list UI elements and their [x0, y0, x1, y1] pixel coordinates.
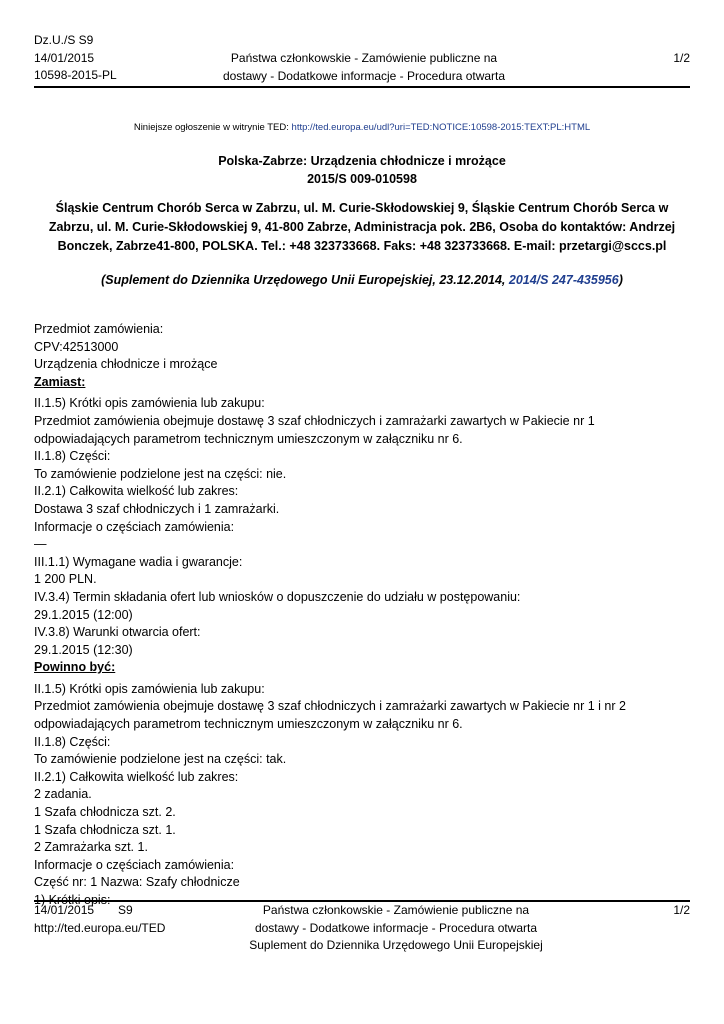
section-instead [34, 395, 690, 659]
text-line: To zamówienie podzielone jest na części: tak. [34, 752, 287, 767]
footer-page-number: 1/2 [673, 903, 690, 917]
text-line: Przedmiot zamówienia obejmuje dostawę 3 szaf chłodniczych i zamrażarki zawartych w Pakiecie nr 1 i nr 2 odpowiadających parametrom technicznym umieszczonym w załączniku nr 6. [34, 699, 626, 732]
text-line: II.2.1) Całkowita wielkość lub zakres: [34, 484, 239, 499]
document-body [34, 321, 690, 910]
supplement-close: ) [618, 273, 623, 287]
footer-title [204, 902, 588, 955]
header-date: 14/01/2015 [34, 50, 95, 65]
text-line: 1 Szafa chłodnicza szt. 2. [34, 805, 176, 820]
text-line: II.1.5) Krótki opis zamówienia lub zakupu: [34, 681, 265, 696]
text-line: — [34, 537, 47, 552]
text-line: 29.1.2015 (12:00) [34, 607, 133, 622]
header-title [204, 50, 524, 85]
contracting-authority: Śląskie Centrum Chorób Serca w Zabrzu, ul. M. Curie-Skłodowskiej 9, Śląskie Centrum Chorób Serca w Zabrzu, ul. M. Curie-Skłodowskiej 9, 41-800 Zabrze, Administracja pok. 2B6, Osoba do kontaktów: Andrzej Bonczek, Zabrze41-800, POLSKA. Tel.: +48 323733668. Faks: +48 323733668. E-mail: przetargi@sccs.pl [48, 201, 676, 253]
header-notice-id: 10598-2015-PL [34, 68, 117, 82]
text-line: 29.1.2015 (12:30) [34, 642, 133, 657]
text-line: Informacje o częściach zamówienia: [34, 857, 235, 872]
ted-notice-prefix: Niniejsze ogłoszenie w witrynie TED: [133, 122, 289, 133]
text-line: 1 Szafa chłodnicza szt. 1. [34, 822, 176, 837]
footer-meta [34, 902, 165, 937]
text-line: Dostawa 3 szaf chłodniczych i 1 zamrażarki. [34, 501, 280, 516]
text-line: Przedmiot zamówienia obejmuje dostawę 3 szaf chłodniczych i zamrażarki zawartych w Pakiecie nr 1 odpowiadających parametrom technicznym umieszczonym w załączniku nr 6. [34, 413, 595, 446]
footer-date: 14/01/2015 [34, 903, 95, 917]
footer-title-line3: Suplement do Dziennika Urzędowego Unii Europejskiej [249, 938, 543, 952]
header-title-line2: dostawy - Dodatkowe informacje - Procedura otwarta [222, 68, 506, 83]
subject-name: Urządzenia chłodnicze i mrożące [34, 357, 218, 372]
subject-label: Przedmiot zamówienia: [34, 322, 164, 336]
footer-title-line2: dostawy - Dodatkowe informacje - Procedura otwarta [254, 920, 538, 935]
header-doc-code: Dz.U./S S9 [34, 33, 94, 47]
header-meta [34, 32, 117, 85]
text-line: 1) Krótki opis: [34, 893, 111, 907]
text-line: IV.3.4) Termin składania ofert lub wniosków o dopuszczenie do udziału w postępowaniu: [34, 589, 521, 604]
text-line: To zamówienie podzielone jest na części: nie. [34, 466, 287, 481]
page-header [34, 32, 690, 88]
section-should-be-heading: Powinno być: [34, 660, 116, 675]
footer-title-line1: Państwa członkowskie - Zamówienie publiczne na [262, 903, 530, 917]
supplement-reference [34, 271, 690, 289]
text-line: III.1.1) Wymagane wadia i gwarancje: [34, 554, 243, 569]
text-line: Informacje o częściach zamówienia: [34, 519, 235, 534]
text-line: II.1.8) Części: [34, 449, 111, 464]
text-line: II.1.5) Krótki opis zamówienia lub zakupu: [34, 396, 265, 411]
title-subject: Polska-Zabrze: Urządzenia chłodnicze i mrożące [218, 154, 506, 168]
text-line: II.2.1) Całkowita wielkość lub zakres: [34, 769, 239, 784]
text-line: Część nr: 1 Nazwa: Szafy chłodnicze [34, 875, 240, 890]
supplement-notice-link[interactable]: 2014/S 247-435956 [508, 273, 619, 287]
text-line: 2 zadania. [34, 787, 92, 802]
footer-code: S9 [118, 903, 133, 917]
section-instead-heading: Zamiast: [34, 374, 86, 389]
header-page-number: 1/2 [673, 51, 690, 65]
title-reference: 2015/S 009-010598 [307, 172, 417, 186]
page-footer [34, 902, 690, 962]
ted-notice-link[interactable]: http://ted.europa.eu/udl?uri=TED:NOTICE:10598-2015:TEXT:PL:HTML [291, 122, 591, 133]
text-line: II.1.8) Części: [34, 734, 111, 749]
section-should-be [34, 681, 690, 910]
ted-notice-line [34, 121, 690, 135]
text-line: IV.3.8) Warunki otwarcia ofert: [34, 625, 201, 640]
document-title [34, 152, 690, 188]
header-divider [34, 86, 690, 88]
text-line: 2 Zamrażarka szt. 1. [34, 840, 148, 855]
footer-url: http://ted.europa.eu/TED [34, 920, 166, 935]
subject-cpv: CPV:42513000 [34, 339, 119, 354]
text-line: 1 200 PLN. [34, 572, 97, 587]
header-title-line1: Państwa członkowskie - Zamówienie publiczne na [230, 51, 498, 65]
supplement-text: (Suplement do Dziennika Urzędowego Unii Europejskiej, 23.12.2014, [101, 273, 509, 287]
